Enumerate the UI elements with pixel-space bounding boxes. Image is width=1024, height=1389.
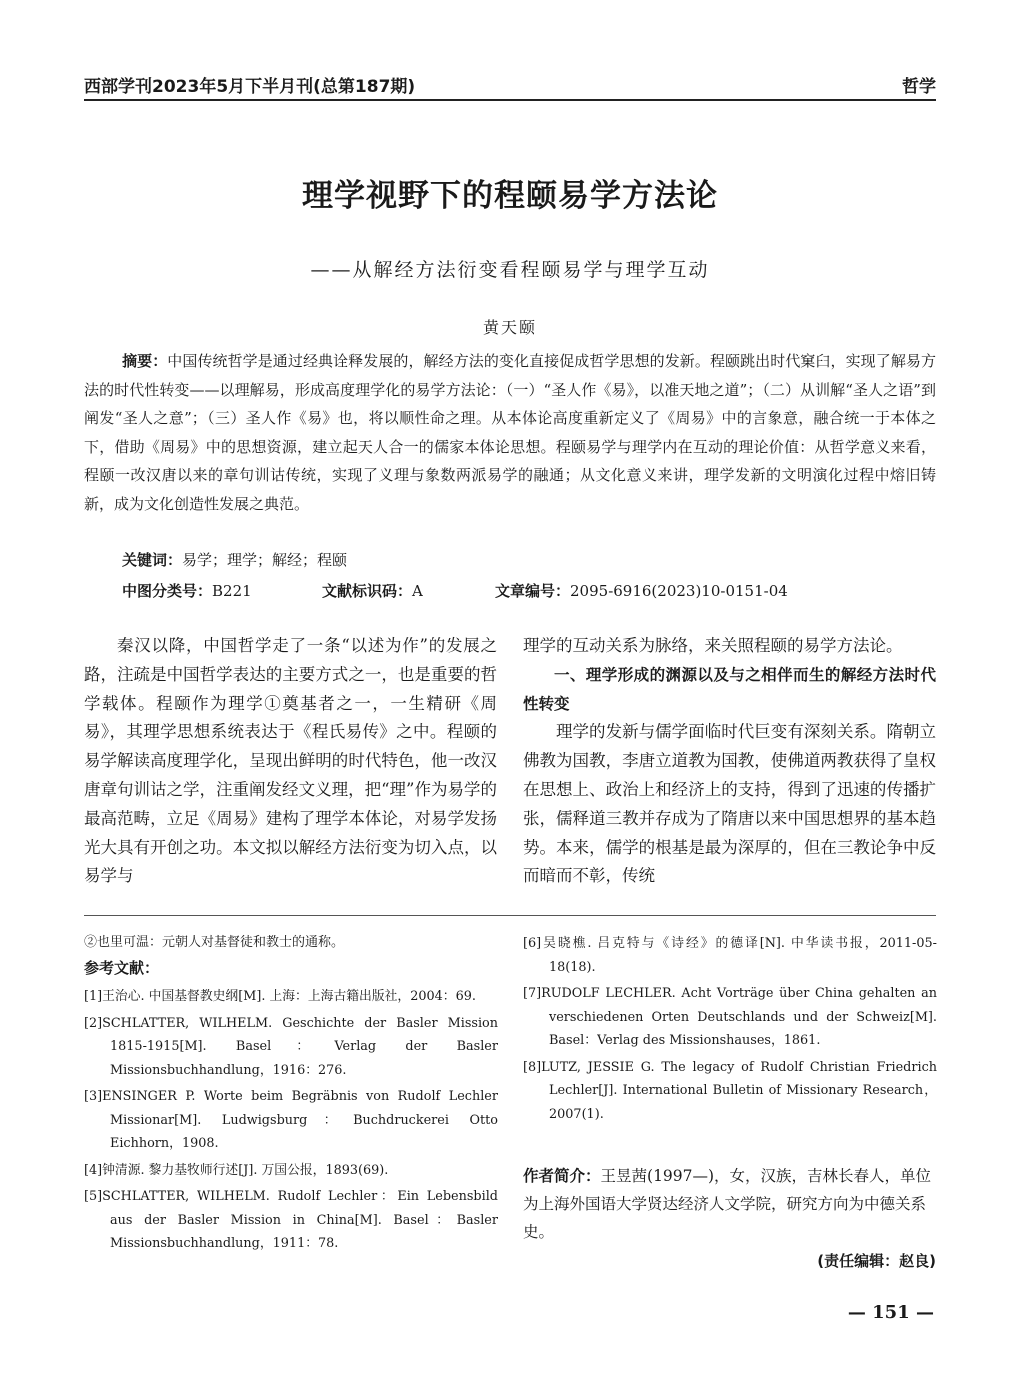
body-paragraph: 理学的发新与儒学面临时代巨变有深刻关系。隋朝立佛教为国教，李唐立道教为国教，使佛道两教获得了皇权在思想上、政治上和经济上的支持，得到了迅速的传播扩张，儒释道三教并存成为了隋唐以来中国思想界的基本趋势。本来，儒学的根基是最为深厚的，但在三教论争中反而暗而不彰，传统 (523, 722, 936, 886)
article-number (495, 580, 788, 601)
abstract (84, 347, 936, 518)
reference-item: [6]吴晓樵. 吕克特与《诗经》的德译[N]. 中华读书报，2011-05-18(18). (523, 936, 937, 975)
abstract-text: 中国传统哲学是通过经典诠释发展的，解经方法的变化直接促成哲学思想的发新。程颐跳出时代窠臼，实现了解易方法的时代性转变——以理解易，形成高度理学化的易学方法论：（一）“圣人作《易》，以准天地之道”；（二）从训解“圣人之语”到阐发“圣人之意”；（三）圣人作《易》也，将以顺性命之理。从本体论高度重新定义了《周易》中的言象意，融合统一于本体之下，借助《周易》中的思想资源，建立起天人合一的儒家本体论思想。程颐易学与理学内在互动的理论价值：从哲学意义来看，程颐一改汉唐以来的章句训诂传统，实现了义理与象数两派易学的融通；从文化意义来讲，理学发新的文明演化过程中熔旧铸新，成为文化创造性发展之典范。 (84, 352, 936, 513)
section-label: 哲学 (902, 77, 936, 97)
doc-value: A (412, 582, 423, 600)
clc-label: 中图分类号： (122, 582, 213, 600)
abstract-label: 摘要： (122, 352, 168, 370)
body-column-right (523, 632, 936, 891)
art-label: 文章编号： (495, 582, 571, 600)
references-right (523, 932, 937, 1129)
reference-item: [8]LUTZ, JESSIE G. The legacy of Rudolf Christian Friedrich Lechler[J]. International Bulletin of Missionary Research，2007(1). (523, 1059, 937, 1122)
body-column-left (84, 632, 497, 891)
page-number: — 151 — (847, 1302, 934, 1323)
keywords-text: 易学；理学；解经；程颐 (182, 551, 348, 569)
reference-item: [4]钟清源. 黎力基牧师行述[J]. 万国公报，1893(69). (84, 1162, 389, 1178)
bio-label: 作者简介： (523, 1167, 601, 1185)
body-continuation: 理学的互动关系为脉络，来关照程颐的易学方法论。 (523, 636, 903, 655)
reference-item: [5]SCHLATTER, WILHELM. Rudolf Lechler：Ein Lebensbild aus der Basler Mission in China[M]. Basel：Basler Missionsbuchhandlung，1911：78. (84, 1189, 498, 1251)
footnote-separator (84, 915, 936, 916)
running-header (84, 72, 936, 98)
clc-value: B221 (212, 582, 252, 600)
keywords (122, 549, 347, 570)
keywords-label: 关键词： (122, 551, 183, 569)
reference-item: [7]RUDOLF LECHLER. Acht Vorträge über China gehalten an verschiedenen Orten Deutschlands und der Schweiz[M]. Basel：Verlag des Missionshauses，1861. (523, 986, 937, 1048)
article-title: 理学视野下的程颐易学方法论 (302, 178, 718, 214)
doc-label: 文献标识码： (322, 582, 413, 600)
footnote: ②也里可温：元朝人对基督徒和教士的通称。 (84, 935, 345, 950)
clc-number (122, 580, 252, 601)
responsible-editor: (责任编辑：赵良) (817, 1252, 936, 1270)
body-paragraph: 秦汉以降，中国哲学走了一条“以述为作”的发展之路，注疏是中国哲学表达的主要方式之一，也是重要的哲学载体。程颐作为理学①奠基者之一，一生精研《周易》，其理学思想系统表达于《程氏易传》之中。程颐的易学解读高度理学化，呈现出鲜明的时代特色，他一改汉唐章句训诂之学，注重阐发经文义理，把“理”作为易学的最高范畴，立足《周易》建构了理学本体论，对易学发扬光大具有开创之功。本文拟以解经方法衍变为切入点，以易学与 (84, 636, 497, 886)
journal-name: 西部学刊2023年5月下半月刊(总第187期) (84, 77, 416, 97)
document-code (322, 580, 423, 601)
article-subtitle: ——从解经方法衍变看程颐易学与理学互动 (310, 259, 710, 281)
reference-item: [3]ENSINGER P. Worte beim Begräbnis von Rudolf Lechler Missionar[M]. Ludwigsburg：Buchdruckerei Otto Eichhorn，1908. (84, 1089, 498, 1151)
references-heading: 参考文献： (84, 959, 160, 977)
header-rule (84, 99, 936, 101)
bio-text: 王昱茜(1997—)，女，汉族，吉林长春人，单位为上海外国语大学贤达经济人文学院，研究方向为中德关系史。 (523, 1167, 932, 1241)
author-name: 黄天颐 (482, 318, 537, 337)
references-left (84, 985, 498, 1259)
author-bio (523, 1162, 936, 1246)
art-value: 2095-6916(2023)10-0151-04 (570, 582, 788, 600)
reference-item: [1]王治心. 中国基督教史纲[M]. 上海：上海古籍出版社，2004：69. (84, 989, 476, 1004)
section-heading: 一、理学形成的渊源以及与之相伴而生的解经方法时代性转变 (523, 665, 936, 713)
reference-item: [2]SCHLATTER, WILHELM. Geschichte der Basler Mission 1815-1915[M]. Basel：Verlag der Basler Missionsbuchhandlung，1916：276. (84, 1015, 498, 1078)
